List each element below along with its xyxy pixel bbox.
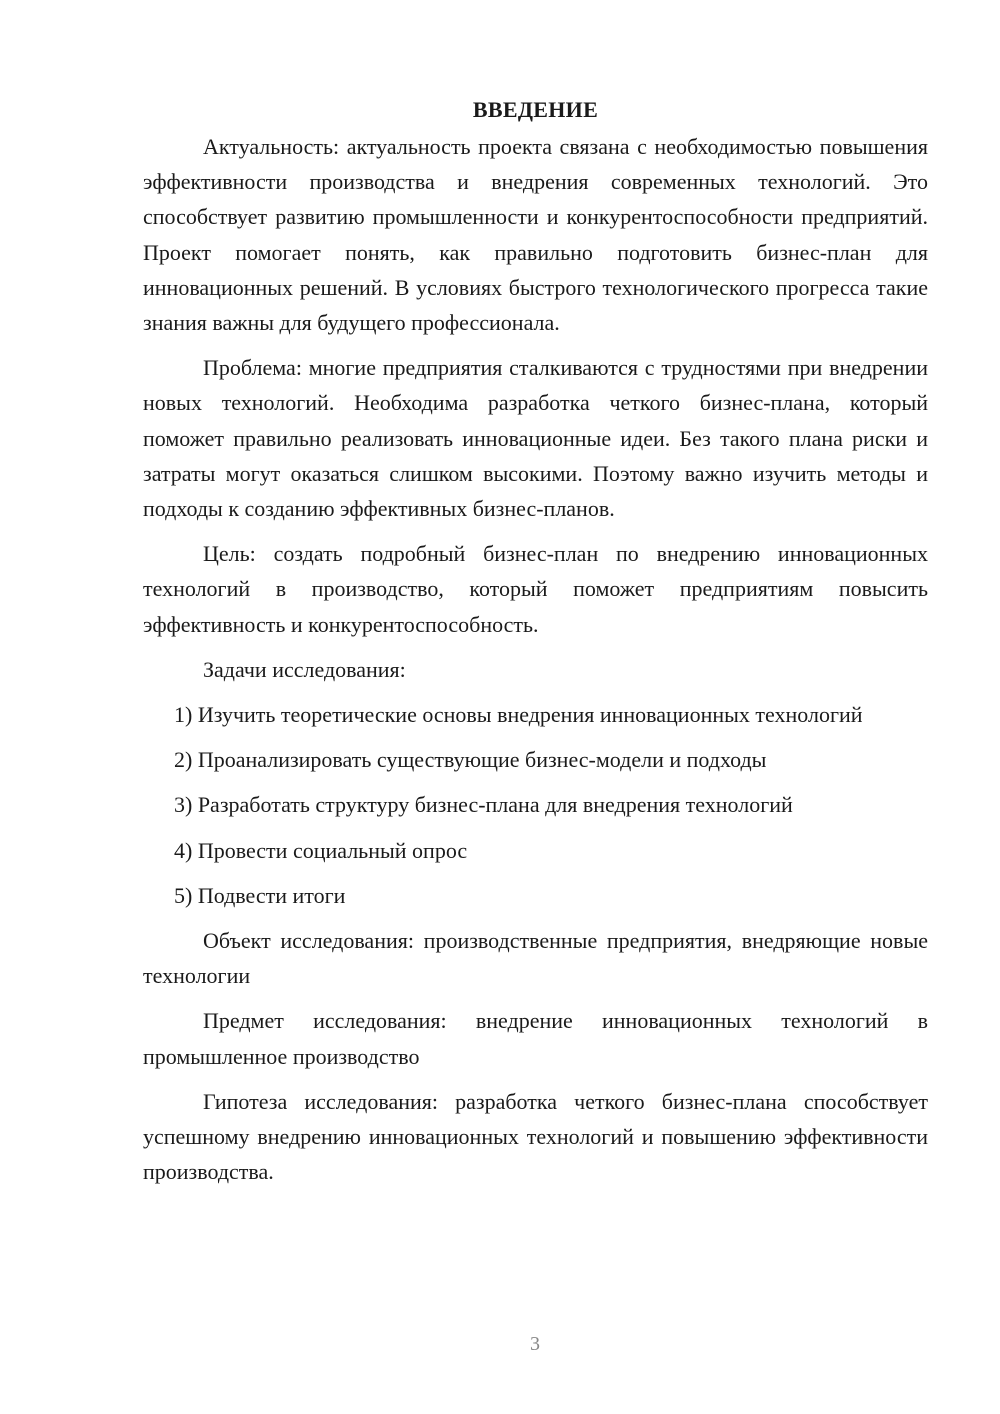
subject-paragraph: Предмет исследования: внедрение инновационных технологий в промышленное производство	[143, 1008, 928, 1069]
task-item-1: 1) Изучить теоретические основы внедрения инновационных технологий	[174, 702, 863, 728]
task-item-2: 2) Проанализировать существующие бизнес-модели и подходы	[174, 747, 767, 773]
goal-paragraph: Цель: создать подробный бизнес-план по внедрению инновационных технологий в производство, который поможет предприятиям повысить эффективность и конкурентоспособность.	[143, 541, 928, 637]
hypothesis-paragraph: Гипотеза исследования: разработка четкого бизнес-плана способствует успешному внедрению инновационных технологий и повышению эффективности производства.	[143, 1088, 928, 1185]
task-item-3: 3) Разработать структуру бизнес-плана для внедрения технологий	[174, 792, 793, 818]
task-item-5: 5) Подвести итоги	[174, 882, 346, 908]
page-number: 3	[530, 1333, 540, 1355]
page-title: ВВЕДЕНИЕ	[472, 97, 599, 122]
task-item-4: 4) Провести социальный опрос	[174, 837, 468, 863]
tasks-heading: Задачи исследования:	[203, 656, 406, 682]
relevance-paragraph: Актуальность: актуальность проекта связана с необходимостью повышения эффективности производства и внедрения современных технологий. Это способствует развитию промышленности и конкурентоспособности предприятий. Проект помогает понять, как правильно подготовить бизнес-план для инновационных решений. В условиях быстрого технологического прогресса такие знания важны для будущего профессионала.	[143, 134, 928, 336]
document-page	[143, 92, 928, 1199]
problem-paragraph: Проблема: многие предприятия сталкиваются с трудностями при внедрении новых технологий. Необходима разработка четкого бизнес-плана, который поможет правильно реализовать инновационные идеи. Без такого плана риски и затраты могут оказаться слишком высокими. Поэтому важно изучить методы и подходы к созданию эффективных бизнес-планов.	[143, 355, 928, 522]
object-paragraph: Объект исследования: производственные предприятия, внедряющие новые технологии	[143, 928, 928, 989]
